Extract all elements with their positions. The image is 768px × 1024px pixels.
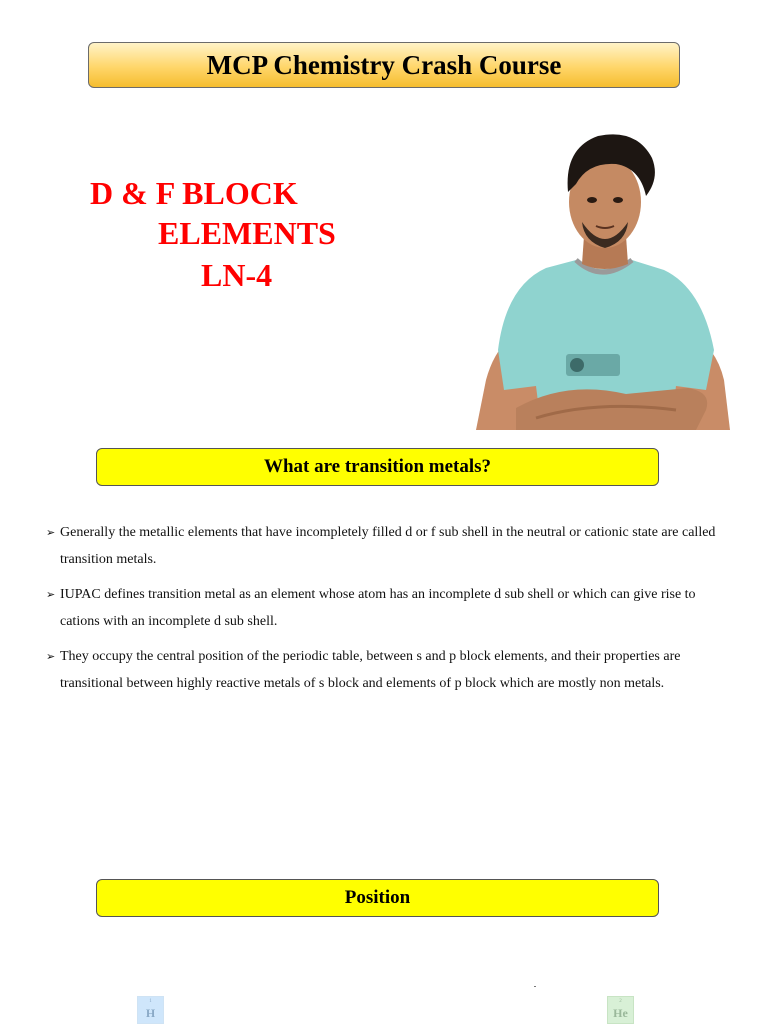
atomic-number: 2	[619, 999, 622, 1004]
bullet-text: IUPAC defines transition metal as an element whose atom has an incomplete d sub shell or which can give rise to cations with an incomplete d sub shell.	[60, 587, 696, 629]
periodic-cell-helium	[607, 996, 634, 1024]
lesson-title-line-3: LN-4	[201, 257, 273, 293]
lesson-title-line-2: ELEMENTS	[158, 215, 336, 251]
section-heading-text: What are transition metals?	[263, 456, 492, 477]
stray-mark	[534, 986, 536, 987]
atomic-number: 1	[149, 999, 152, 1004]
presenter-photo	[476, 118, 730, 430]
arrow-bullet-icon: ➢	[46, 527, 56, 539]
section-heading-position	[96, 879, 659, 917]
section-heading-text: Position	[344, 887, 411, 908]
bullet-item	[46, 582, 732, 635]
element-symbol: He	[613, 1006, 628, 1020]
bullet-text: Generally the metallic elements that have incompletely filled d or f sub shell in the neutral or cationic state are called transition metals.	[60, 525, 716, 567]
bullet-item	[46, 644, 732, 697]
bullet-item	[46, 520, 732, 573]
periodic-cell-hydrogen	[137, 996, 164, 1024]
arrow-bullet-icon: ➢	[46, 651, 56, 663]
element-symbol: H	[145, 1006, 156, 1020]
arrow-bullet-icon: ➢	[46, 589, 56, 601]
bullet-list	[46, 520, 732, 706]
course-title: MCP Chemistry Crash Course	[206, 49, 562, 80]
bullet-text: They occupy the central position of the periodic table, between s and p block elements, and their properties are transitional between highly reactive metals of s block and elements of p block which are mostly non metals.	[60, 649, 681, 691]
lesson-title	[0, 0, 480, 300]
lesson-title-line-1: D & F BLOCK	[90, 175, 298, 211]
section-heading-transition-metals	[96, 448, 659, 486]
